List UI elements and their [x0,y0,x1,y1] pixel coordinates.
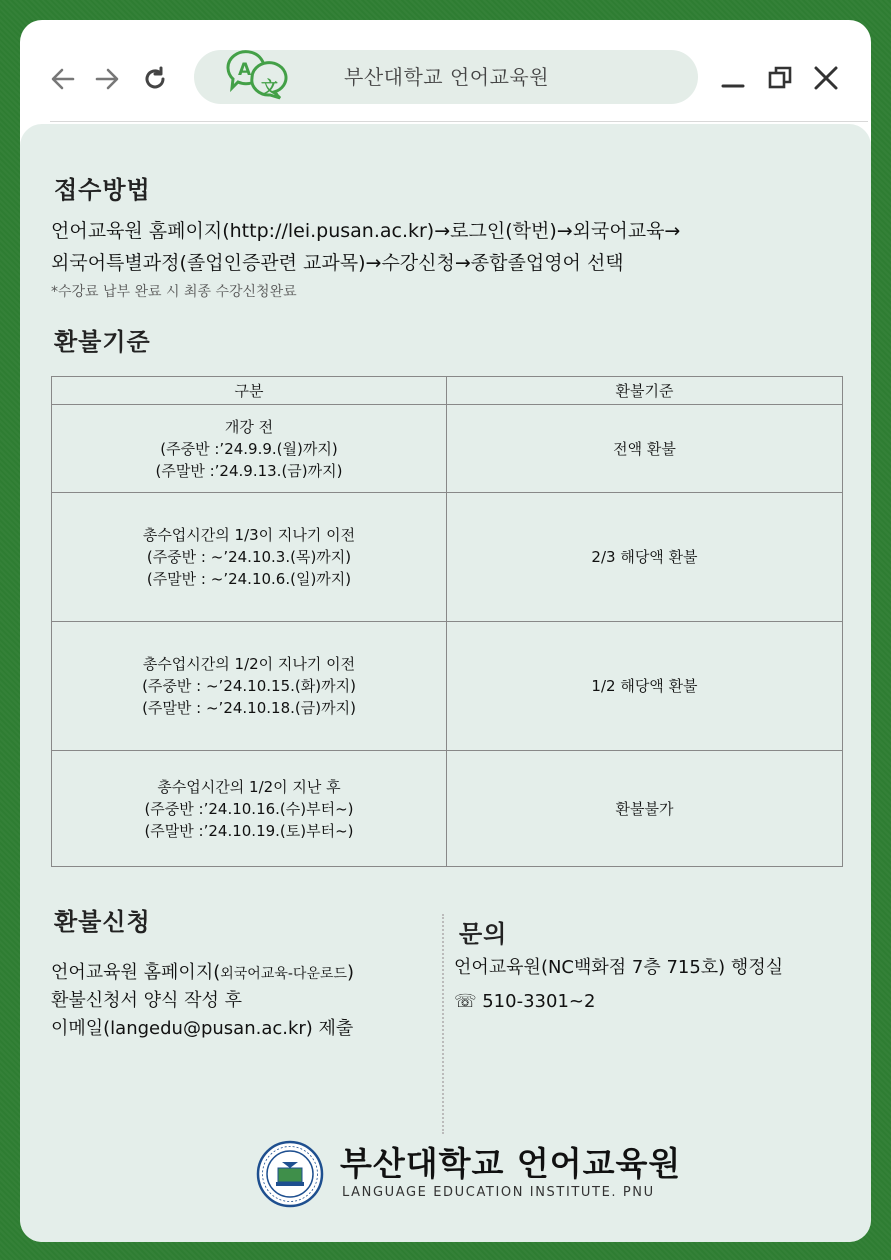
inquiry-heading: 문의 [456,914,510,949]
table-cell-refund: 환불불가 [447,751,843,867]
refund-criteria-heading: 환불기준 [51,322,154,357]
table-header-category: 구분 [52,377,447,405]
restore-icon[interactable] [764,62,796,94]
footer-title: 부산대학교 언어교육원 [340,1144,682,1183]
refund-request-heading: 환불신청 [51,902,154,937]
table-cell-period [52,622,447,751]
reception-note: *수강료 납부 완료 시 최종 수강신청완료 [51,284,297,300]
page-title: 부산대학교 언어교육원 [344,65,550,89]
table-cell-period [52,493,447,622]
period-line: (주말반 :’24.9.13.(금)까지) [155,461,343,480]
refund-table [51,376,843,867]
table-row [52,751,843,867]
period-line: (주중반 :’24.10.16.(수)부터~) [144,799,354,818]
reception-line-2: 외국어특별과정(졸업인증관련 교과목)→수강신청→종합졸업영어 선택 [51,252,624,274]
refresh-icon[interactable] [140,64,170,94]
refund-request-text: 언어교육원 홈페이지( [51,962,221,983]
minimize-icon[interactable] [717,62,749,94]
table-cell-period [52,405,447,493]
footer-subtitle: LANGUAGE EDUCATION INSTITUTE. PNU [342,1185,655,1200]
refund-request-line-3: 이메일(langedu@pusan.ac.kr) 제출 [51,1018,354,1039]
svg-text:A: A [238,60,252,80]
inquiry-phone: ☏ 510-3301~2 [454,991,596,1012]
table-cell-refund: 1/2 해당액 환불 [447,622,843,751]
period-line: (주말반 : ~’24.10.18.(금)까지) [142,699,356,717]
period-line: 총수업시간의 1/3이 지나기 이전 [142,526,356,544]
browser-window [20,20,871,1242]
refund-request-line-1 [51,958,354,989]
translate-icon [220,38,296,114]
table-cell-period [52,751,447,867]
back-arrow-icon[interactable] [48,64,78,94]
svg-text:文: 文 [261,78,278,98]
refund-request-line-2: 환불신청서 양식 작성 후 [51,990,243,1011]
table-row [52,622,843,751]
period-line: (주중반 : ~’24.10.15.(화)까지) [142,677,356,695]
browser-toolbar [20,20,871,122]
period-line: (주중반 :’24.9.9.(월)까지) [160,439,338,458]
table-row [52,405,843,493]
close-icon[interactable] [810,62,842,94]
table-cell-refund: 2/3 해당액 환불 [447,493,843,622]
table-row [52,493,843,622]
section-divider [442,914,444,1134]
toolbar-divider [50,121,868,122]
table-cell-refund: 전액 환불 [447,405,843,493]
refund-request-text-end: ) [347,962,355,983]
page-content [20,124,871,1242]
period-line: 총수업시간의 1/2이 지난 후 [157,777,341,796]
table-header-row [52,377,843,405]
reception-line-1: 언어교육원 홈페이지(http://lei.pusan.ac.kr)→로그인(학번)→외국어교육→ [51,220,681,242]
period-line: (주말반 :’24.10.19.(토)부터~) [144,821,354,840]
reception-heading: 접수방법 [51,170,154,205]
inquiry-location: 언어교육원(NC백화점 7층 715호) 행정실 [454,957,784,978]
forward-arrow-icon[interactable] [92,64,122,94]
period-line: 개강 전 [224,417,274,436]
table-header-refund: 환불기준 [447,377,843,405]
period-line: 총수업시간의 1/2이 지나기 이전 [142,655,356,673]
period-line: (주말반 : ~’24.10.6.(일)까지) [146,570,352,588]
period-line: (주중반 : ~’24.10.3.(목)까지) [146,548,352,566]
refund-request-path: 외국어교육-다운로드 [220,966,348,982]
university-seal [256,1140,324,1208]
address-bar[interactable] [194,50,698,104]
